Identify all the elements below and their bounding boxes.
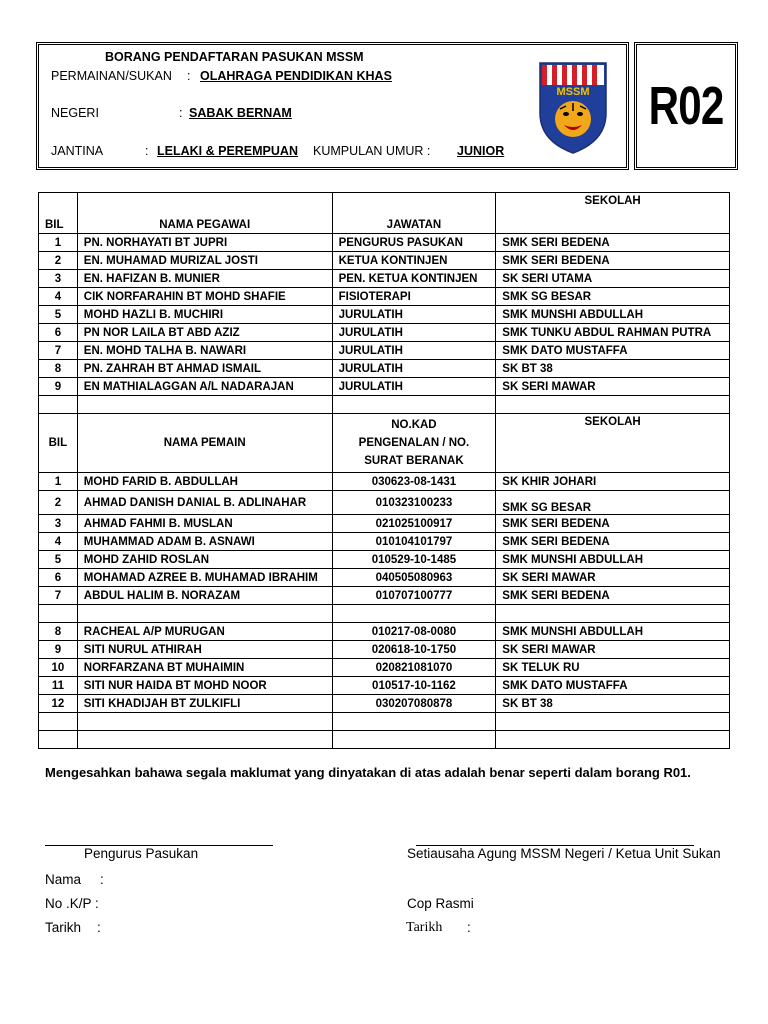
player-nama: ABDUL HALIM B. NORAZAM — [77, 587, 332, 605]
official-row — [39, 288, 730, 306]
official-nama: PN. ZAHRAH BT AHMAD ISMAIL — [77, 360, 332, 378]
cop-rasmi-label: Cop Rasmi — [407, 896, 474, 911]
official-sekolah: SMK TUNKU ABDUL RAHMAN PUTRA — [496, 324, 730, 342]
logo-text: MSSM — [556, 86, 590, 98]
header-ic — [332, 414, 496, 473]
player-sekolah — [496, 605, 730, 623]
header-jawatan: JAWATAN — [332, 193, 496, 234]
player-sekolah: SK SERI MAWAR — [496, 569, 730, 587]
player-sekolah: SK KHIR JOHARI — [496, 473, 730, 491]
player-ic: 010707100777 — [332, 587, 496, 605]
player-row — [39, 623, 730, 641]
player-sekolah: SMK SERI BEDENA — [496, 533, 730, 551]
player-row — [39, 605, 730, 623]
player-nama: NORFARZANA BT MUHAIMIN — [77, 659, 332, 677]
player-ic: 010323100233 — [332, 491, 496, 515]
player-row — [39, 677, 730, 695]
player-sekolah: SMK MUNSHI ABDULLAH — [496, 623, 730, 641]
permainan-value: OLAHRAGA PENDIDIKAN KHAS — [200, 69, 392, 83]
player-ic — [332, 605, 496, 623]
player-ic: 010517-10-1162 — [332, 677, 496, 695]
official-nama: EN MATHIALAGGAN A/L NADARAJAN — [77, 378, 332, 396]
player-ic — [332, 731, 496, 749]
registration-table — [38, 192, 730, 749]
pengurus-title: Pengurus Pasukan — [84, 846, 199, 861]
official-nama: PN NOR LAILA BT ABD AZIZ — [77, 324, 332, 342]
player-nama: MOHD FARID B. ABDULLAH — [77, 473, 332, 491]
player-bil: 8 — [39, 623, 78, 641]
player-ic: 020618-10-1750 — [332, 641, 496, 659]
player-nama: SITI NURUL ATHIRAH — [77, 641, 332, 659]
player-row — [39, 533, 730, 551]
official-sekolah: SMK SERI BEDENA — [496, 252, 730, 270]
permainan-label: PERMAINAN/SUKAN — [51, 69, 172, 83]
player-bil: 10 — [39, 659, 78, 677]
player-bil — [39, 605, 78, 623]
header-ic-line: SURAT BERANAK — [364, 455, 464, 467]
spacer-cell — [39, 396, 78, 414]
official-sekolah: SK BT 38 — [496, 360, 730, 378]
official-bil: 9 — [39, 378, 78, 396]
official-sekolah: SMK DATO MUSTAFFA — [496, 342, 730, 360]
player-sekolah: SMK SERI BEDENA — [496, 515, 730, 533]
player-nama — [77, 713, 332, 731]
header-nama-pemain: NAMA PEMAIN — [77, 414, 332, 473]
officials-header-row — [39, 193, 730, 234]
player-nama: AHMAD DANISH DANIAL B. ADLINAHAR — [77, 491, 332, 515]
spacer-row — [39, 396, 730, 414]
header-ic-line: NO.KAD — [391, 419, 437, 431]
official-bil: 6 — [39, 324, 78, 342]
form-code-box — [634, 42, 738, 170]
spacer-cell — [496, 396, 730, 414]
official-bil: 7 — [39, 342, 78, 360]
player-bil: 7 — [39, 587, 78, 605]
official-sekolah: SMK MUNSHI ABDULLAH — [496, 306, 730, 324]
official-bil: 8 — [39, 360, 78, 378]
player-row — [39, 659, 730, 677]
official-row — [39, 342, 730, 360]
official-sekolah: SMK SG BESAR — [496, 288, 730, 306]
negeri-value: SABAK BERNAM — [189, 106, 292, 120]
player-sekolah — [496, 731, 730, 749]
player-ic: 010104101797 — [332, 533, 496, 551]
player-bil: 9 — [39, 641, 78, 659]
player-bil — [39, 731, 78, 749]
official-nama: CIK NORFARAHIN BT MOHD SHAFIE — [77, 288, 332, 306]
player-bil: 1 — [39, 473, 78, 491]
header-sekolah: SEKOLAH — [496, 193, 730, 234]
player-row — [39, 641, 730, 659]
form-title: BORANG PENDAFTARAN PASUKAN MSSM — [105, 50, 364, 64]
official-jawatan: FISIOTERAPI — [332, 288, 496, 306]
player-nama: MOHD ZAHID ROSLAN — [77, 551, 332, 569]
confirmation-text: Mengesahkan bahawa segala maklumat yang dinyatakan di atas adalah benar seperti dalam borang R01. — [45, 765, 691, 780]
official-row — [39, 378, 730, 396]
official-row — [39, 234, 730, 252]
tarikh-right-sep: : — [467, 920, 471, 935]
player-nama: SITI NUR HAIDA BT MOHD NOOR — [77, 677, 332, 695]
kumpulan-value: JUNIOR — [457, 144, 505, 158]
player-nama: AHMAD FAHMI B. MUSLAN — [77, 515, 332, 533]
player-row — [39, 551, 730, 569]
official-jawatan: JURULATIH — [332, 342, 496, 360]
official-bil: 2 — [39, 252, 78, 270]
tarikh-label: Tarikh — [45, 920, 82, 935]
nama-label: Nama — [45, 872, 82, 887]
player-row — [39, 731, 730, 749]
official-nama: PN. NORHAYATI BT JUPRI — [77, 234, 332, 252]
header-bil: BIL — [39, 193, 78, 234]
header-bil: BIL — [39, 414, 78, 473]
player-sekolah: SK BT 38 — [496, 695, 730, 713]
header-nama-pegawai: NAMA PEGAWAI — [77, 193, 332, 234]
setiausaha-title: Setiausaha Agung MSSM Negeri / Ketua Unit Sukan — [407, 846, 721, 861]
player-bil: 6 — [39, 569, 78, 587]
mssm-logo — [538, 61, 608, 155]
player-bil: 12 — [39, 695, 78, 713]
official-nama: EN. HAFIZAN B. MUNIER — [77, 270, 332, 288]
official-jawatan: JURULATIH — [332, 378, 496, 396]
official-bil: 1 — [39, 234, 78, 252]
player-sekolah — [496, 713, 730, 731]
player-row — [39, 695, 730, 713]
player-ic: 010217-08-0080 — [332, 623, 496, 641]
official-bil: 3 — [39, 270, 78, 288]
player-ic: 040505080963 — [332, 569, 496, 587]
player-bil: 4 — [39, 533, 78, 551]
player-sekolah: SK TELUK RU — [496, 659, 730, 677]
spacer-cell — [332, 396, 496, 414]
player-nama: SITI KHADIJAH BT ZULKIFLI — [77, 695, 332, 713]
jantina-label: JANTINA — [51, 144, 104, 158]
player-row — [39, 473, 730, 491]
player-bil: 11 — [39, 677, 78, 695]
official-jawatan: JURULATIH — [332, 324, 496, 342]
negeri-sep: : — [179, 106, 183, 120]
player-sekolah: SMK SG BESAR — [496, 491, 730, 515]
official-row — [39, 270, 730, 288]
player-bil: 5 — [39, 551, 78, 569]
official-sekolah: SK SERI UTAMA — [496, 270, 730, 288]
player-nama — [77, 731, 332, 749]
player-row — [39, 713, 730, 731]
official-row — [39, 324, 730, 342]
official-sekolah: SK SERI MAWAR — [496, 378, 730, 396]
player-ic — [332, 713, 496, 731]
official-jawatan: JURULATIH — [332, 306, 496, 324]
official-nama: MOHD HAZLI B. MUCHIRI — [77, 306, 332, 324]
player-ic: 020821081070 — [332, 659, 496, 677]
player-nama: MUHAMMAD ADAM B. ASNAWI — [77, 533, 332, 551]
spacer-cell — [77, 396, 332, 414]
official-jawatan: PEN. KETUA KONTINJEN — [332, 270, 496, 288]
jantina-value: LELAKI & PEREMPUAN — [157, 144, 298, 158]
players-header-row — [39, 414, 730, 473]
nama-sep: : — [100, 872, 104, 887]
player-sekolah: SMK DATO MUSTAFFA — [496, 677, 730, 695]
player-bil — [39, 713, 78, 731]
official-jawatan: PENGURUS PASUKAN — [332, 234, 496, 252]
official-row — [39, 252, 730, 270]
tarikh-right-label: Tarikh — [406, 920, 443, 935]
player-sekolah: SMK MUNSHI ABDULLAH — [496, 551, 730, 569]
player-ic: 010529-10-1485 — [332, 551, 496, 569]
player-row — [39, 569, 730, 587]
official-jawatan: JURULATIH — [332, 360, 496, 378]
header-ic-line: PENGENALAN / NO. — [358, 437, 470, 449]
player-bil: 3 — [39, 515, 78, 533]
official-row — [39, 306, 730, 324]
tarikh-sep: : — [97, 920, 101, 935]
player-ic: 021025100917 — [332, 515, 496, 533]
official-jawatan: KETUA KONTINJEN — [332, 252, 496, 270]
player-ic: 030623-08-1431 — [332, 473, 496, 491]
official-bil: 4 — [39, 288, 78, 306]
official-bil: 5 — [39, 306, 78, 324]
player-row — [39, 491, 730, 515]
jantina-sep: : — [145, 144, 149, 158]
kumpulan-label: KUMPULAN UMUR : — [313, 144, 431, 158]
player-nama — [77, 605, 332, 623]
official-row — [39, 360, 730, 378]
player-bil: 2 — [39, 491, 78, 515]
official-nama: EN. MUHAMAD MURIZAL JOSTI — [77, 252, 332, 270]
kp-label: No .K/P : — [45, 896, 99, 911]
player-sekolah: SK SERI MAWAR — [496, 641, 730, 659]
form-code: R02 — [648, 76, 724, 136]
negeri-label: NEGERI — [51, 106, 99, 120]
official-nama: EN. MOHD TALHA B. NAWARI — [77, 342, 332, 360]
official-sekolah: SMK SERI BEDENA — [496, 234, 730, 252]
player-row — [39, 587, 730, 605]
player-row — [39, 515, 730, 533]
permainan-sep: : — [187, 69, 191, 83]
player-nama: MOHAMAD AZREE B. MUHAMAD IBRAHIM — [77, 569, 332, 587]
header-sekolah: SEKOLAH — [496, 414, 730, 473]
form-header — [36, 42, 629, 170]
player-nama: RACHEAL A/P MURUGAN — [77, 623, 332, 641]
player-ic: 030207080878 — [332, 695, 496, 713]
player-sekolah: SMK SERI BEDENA — [496, 587, 730, 605]
